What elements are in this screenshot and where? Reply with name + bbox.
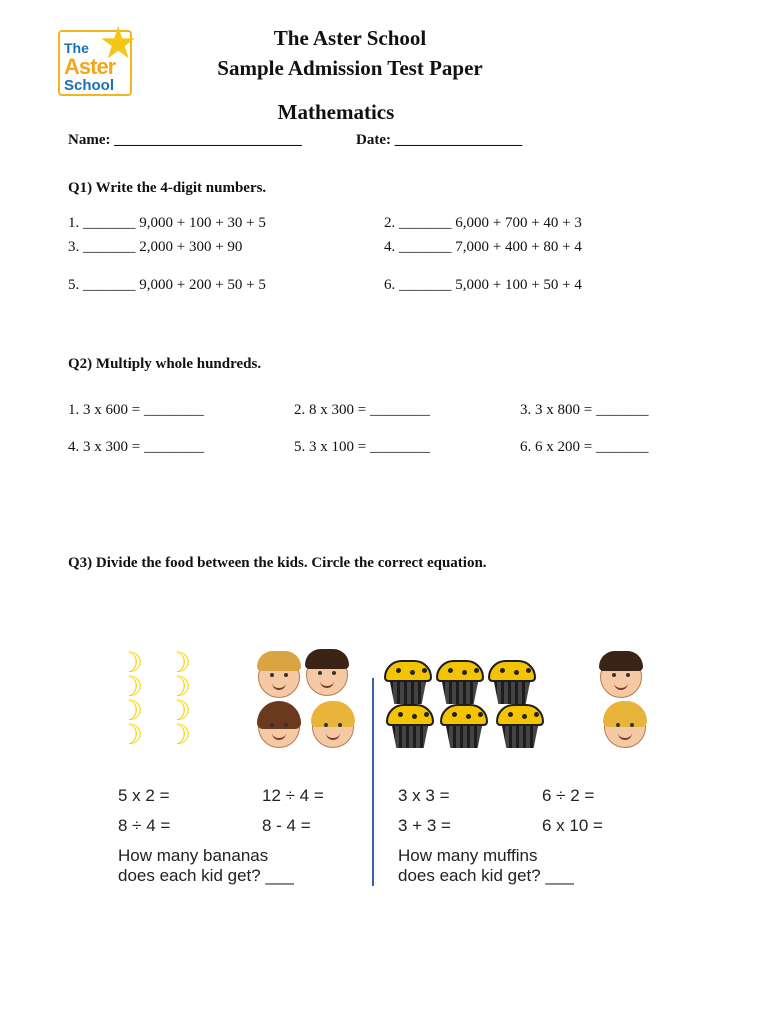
banana-question[interactable]: does each kid get? ___ bbox=[118, 866, 294, 885]
muffin-icon bbox=[496, 704, 544, 748]
q2-item: 2. 8 x 300 = ________ bbox=[294, 402, 430, 418]
paper-title: Sample Admission Test Paper bbox=[217, 56, 483, 80]
banana-icon: ☽ bbox=[166, 696, 192, 727]
equation-option[interactable]: 3 + 3 = bbox=[398, 816, 451, 835]
equation-option[interactable]: 6 ÷ 2 = bbox=[542, 786, 595, 805]
banana-icon: ☽ bbox=[118, 648, 144, 679]
q2-item: 4. 3 x 300 = ________ bbox=[68, 439, 204, 455]
muffin-question[interactable]: does each kid get? ___ bbox=[398, 866, 574, 885]
name-field[interactable]: Name: _________________________ bbox=[68, 132, 302, 148]
muffin-icon bbox=[384, 660, 432, 704]
bananas-group bbox=[116, 650, 216, 750]
banana-icon: ☽ bbox=[118, 696, 144, 727]
logo-text-school: School bbox=[64, 77, 115, 94]
muffin-icon bbox=[386, 704, 434, 748]
kid-face-icon bbox=[604, 706, 646, 748]
muffin-icon bbox=[436, 660, 484, 704]
muffin-icon bbox=[440, 704, 488, 748]
school-title: The Aster School bbox=[273, 26, 427, 50]
equation-option[interactable]: 6 x 10 = bbox=[542, 816, 603, 835]
q2-heading: Q2) Multiply whole hundreds. bbox=[68, 356, 262, 372]
muffin-icon bbox=[488, 660, 536, 704]
logo-text-aster: Aster bbox=[64, 54, 116, 79]
kid-face-icon bbox=[306, 654, 348, 696]
q1-item: 2. _______ 6,000 + 700 + 40 + 3 bbox=[384, 215, 582, 231]
equation-option[interactable]: 8 ÷ 4 = bbox=[118, 816, 171, 835]
kid-face-icon bbox=[258, 656, 300, 698]
kid-face-icon bbox=[258, 706, 300, 748]
logo-text-the: The bbox=[64, 40, 89, 56]
q1-item: 4. _______ 7,000 + 400 + 80 + 4 bbox=[384, 239, 582, 255]
q2-item: 5. 3 x 100 = ________ bbox=[294, 439, 430, 455]
banana-icon: ☽ bbox=[118, 672, 144, 703]
equation-option[interactable]: 8 - 4 = bbox=[262, 816, 311, 835]
kid-face-icon bbox=[312, 706, 354, 748]
q2-item: 6. 6 x 200 = _______ bbox=[520, 439, 649, 455]
q1-heading: Q1) Write the 4-digit numbers. bbox=[68, 180, 267, 196]
equation-option[interactable]: 5 x 2 = bbox=[118, 786, 170, 805]
q2-item: 3. 3 x 800 = _______ bbox=[520, 402, 649, 418]
banana-icon: ☽ bbox=[118, 720, 144, 751]
kid-face-icon bbox=[600, 656, 642, 698]
q1-item: 5. _______ 9,000 + 200 + 50 + 5 bbox=[68, 277, 266, 293]
star-icon: ★ bbox=[98, 19, 138, 68]
q2-item: 1. 3 x 600 = ________ bbox=[68, 402, 204, 418]
equation-option[interactable]: 12 ÷ 4 = bbox=[262, 786, 324, 805]
banana-icon: ☽ bbox=[166, 720, 192, 751]
q1-item: 6. _______ 5,000 + 100 + 50 + 4 bbox=[384, 277, 582, 293]
section-divider bbox=[372, 678, 374, 886]
q3-heading: Q3) Divide the food between the kids. Circle the correct equation. bbox=[68, 555, 487, 571]
q1-item: 1. _______ 9,000 + 100 + 30 + 5 bbox=[68, 215, 266, 231]
q1-item: 3. _______ 2,000 + 300 + 90 bbox=[68, 239, 243, 255]
banana-question: How many bananas bbox=[118, 846, 269, 865]
date-field[interactable]: Date: _________________ bbox=[356, 132, 523, 148]
subject-title: Mathematics bbox=[277, 100, 395, 124]
banana-icon: ☽ bbox=[166, 672, 192, 703]
equation-option[interactable]: 3 x 3 = bbox=[398, 786, 450, 805]
muffin-question: How many muffins bbox=[398, 846, 538, 865]
banana-icon: ☽ bbox=[166, 648, 192, 679]
